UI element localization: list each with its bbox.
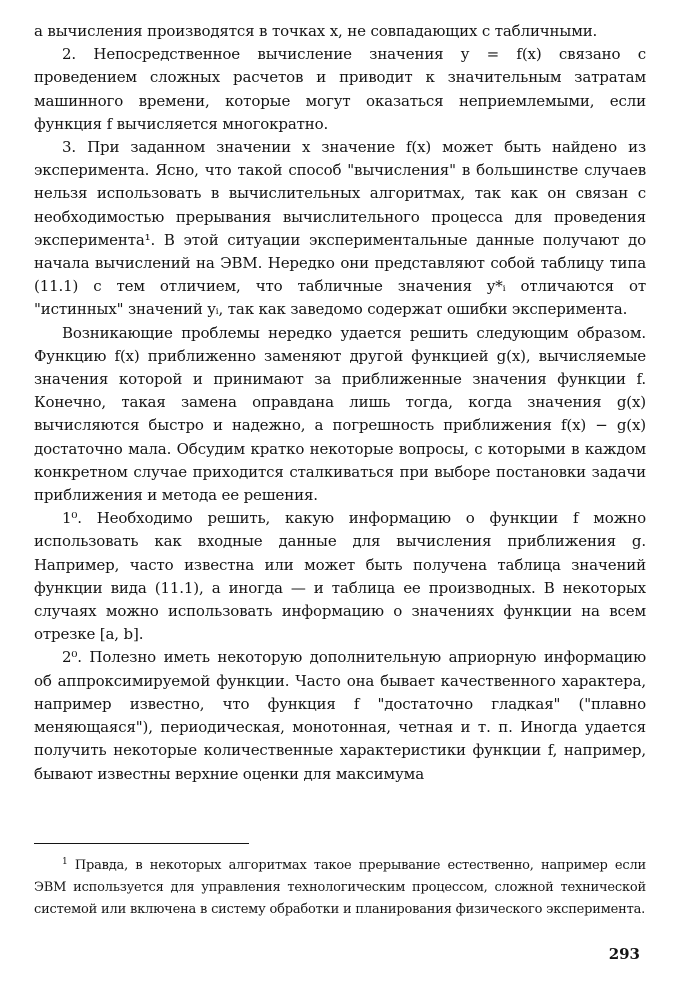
- paragraph: 3. При заданном значении x значение f(x) может быть найдено из эксперимента. Ясно, что такой способ "вычисления" в большинстве случаев нельзя использовать в вычислительных алгоритмах, так как он связан с необходимостью прерывания вычислительного процесса для проведения эксперимента¹. В этой ситуации экспериментальные данные получают до начала вычислений на ЭВМ. Нередко они представляют собой таблицу типа (11.1) с тем отличием, что табличные значения y*ᵢ отличаются от "истинных" значений yᵢ, так как заведомо содержат ошибки эксперимента.: [34, 138, 646, 319]
- paragraph: 1⁰. Необходимо решить, какую информацию о функции f можно использовать как входные данные для вычисления приближения g. Например, часто известна или может быть получена таблица значений функции вида (11.1), а иногда — и таблица ее производных. В некоторых случаях можно использовать информацию о значениях функции на всем отрезке [a, b].: [34, 509, 646, 644]
- footnote: [34, 855, 646, 921]
- footnote-divider: [34, 843, 249, 844]
- paragraph: 2. Непосредственное вычисление значения y = f(x) связано с проведением сложных расчетов и приводит к значительным затратам машинного времени, которые могут оказаться неприемлемыми, если функция f вычисляется многократно.: [34, 45, 646, 133]
- paragraph: Возникающие проблемы нередко удается решить следующим образом. Функцию f(x) приближенно заменяют другой функцией g(x), вычисляемые значения которой и принимают за приближенные значения функции f. Конечно, такая замена оправдана лишь тогда, когда значения g(x) вычисляются быстро и надежно, а погрешность приближения f(x) − g(x) достаточно мала. Обсудим кратко некоторые вопросы, с которыми в каждом конкретном случае приходится сталкиваться при выборе постановки задачи приближения и метода ее решения.: [34, 323, 646, 505]
- footnote-marker: 1: [62, 857, 68, 867]
- page-number: 293: [608, 945, 640, 963]
- paragraph: а вычисления производятся в точках x, не совпадающих с табличными.: [34, 22, 598, 40]
- page-body: [34, 20, 646, 786]
- footnote-text: Правда, в некоторых алгоритмах такое прерывание естественно, например если ЭВМ используется для управления технологическим процессом, сложной технической системой или включена в систему обработки и планирования физического эксперимента.: [34, 858, 646, 917]
- paragraph: 2⁰. Полезно иметь некоторую дополнительную априорную информацию об аппроксимируемой функции. Часто она бывает качественного характера, например известно, что функция f "достаточно гладкая" ("плавно меняющаяся"), периодическая, монотонная, четная и т. п. Иногда удается получить некоторые количественные характеристики функции f, например, бывают известны верхние оценки для максимума: [34, 648, 646, 783]
